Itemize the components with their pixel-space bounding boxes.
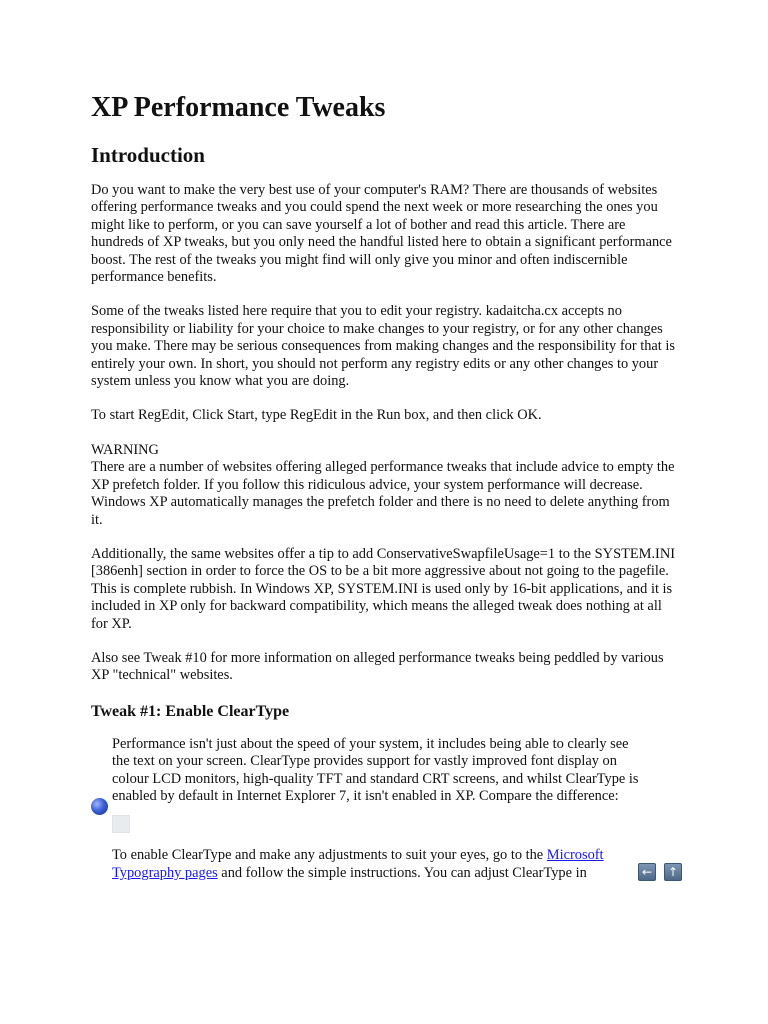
microsoft-typography-link[interactable]: Microsoft Typography pages	[112, 847, 604, 881]
bullet-icon	[91, 798, 108, 815]
up-arrow-icon[interactable]: ↑	[664, 863, 682, 881]
page-title: XP Performance Tweaks	[91, 92, 386, 123]
intro-heading: Introduction	[91, 143, 205, 167]
intro-paragraph-6: Also see Tweak #10 for more information on alleged performance tweaks being peddled by various XP "technical" websites.	[91, 649, 664, 684]
warning-paragraph	[91, 442, 681, 529]
tweak1-block	[91, 736, 642, 882]
intro-paragraph-5: Additionally, the same websites offer a tip to add ConservativeSwapfileUsage=1 to the SYSTEM.INI [386enh] section in order to force the OS to be a bit more aggressive about not going to the pagefile. This is complete rubbish. In Windows XP, SYSTEM.INI is used only by 16-bit applications, and it is included in XP only for backward compatibility, which means the alleged tweak does nothing at all for XP.	[91, 545, 676, 632]
intro-paragraph-1: Do you want to make the very best use of your computer's RAM? There are thousands of websites offering performance tweaks and you could spend the next week or more researching the ones you might like to perform, or you can save yourself a lot of bother and read this article. There are hundreds of XP tweaks, but you only need the handful listed here to obtain a significant performance boost. The rest of the tweaks you might find will only give you minor and often indiscernible performance benefits.	[91, 182, 672, 286]
warning-text: There are a number of websites offering alleged performance tweaks that include advice to empty the XP prefetch folder. If you follow this ridiculous advice, your system performance will decrease. Windows XP automatically manages the prefetch folder and there is no need to delete anything from it.	[91, 459, 675, 528]
warning-label: WARNING	[91, 441, 159, 458]
tweak1-text-after: and follow the simple instructions. You can adjust ClearType in	[217, 864, 587, 881]
back-arrow-icon[interactable]: ←	[638, 863, 656, 881]
tweak1-paragraph-1: Performance isn't just about the speed of your system, it includes being able to clearly see the text on your screen. ClearType provides support for vastly improved font display on colour LCD monitors, high-quality TFT and standard CRT screens, and whilst ClearType is enabled by default in Internet Explorer 7, it isn't enabled in XP. Compare the difference:	[112, 735, 639, 804]
intro-paragraph-3: To start RegEdit, Click Start, type RegEdit in the Run box, and then click OK.	[91, 407, 542, 424]
intro-paragraph-2: Some of the tweaks listed here require that you to edit your registry. kadaitcha.cx accepts no responsibility or liability for your choice to make changes to your registry, or for any other changes you make. There may be serious consequences from making changes and the responsibility for that is entirely your own. In short, you should not perform any registry edits or any other changes to your system unless you know what you are doing.	[91, 303, 675, 390]
document-page	[91, 92, 681, 892]
tweak1-paragraph-2	[112, 847, 642, 882]
nav-controls	[638, 863, 682, 881]
tweak1-text-before: To enable ClearType and make any adjustments to suit your eyes, go to the	[112, 847, 547, 864]
cleartype-comparison-image	[112, 815, 130, 833]
tweak1-heading: Tweak #1: Enable ClearType	[91, 702, 290, 720]
